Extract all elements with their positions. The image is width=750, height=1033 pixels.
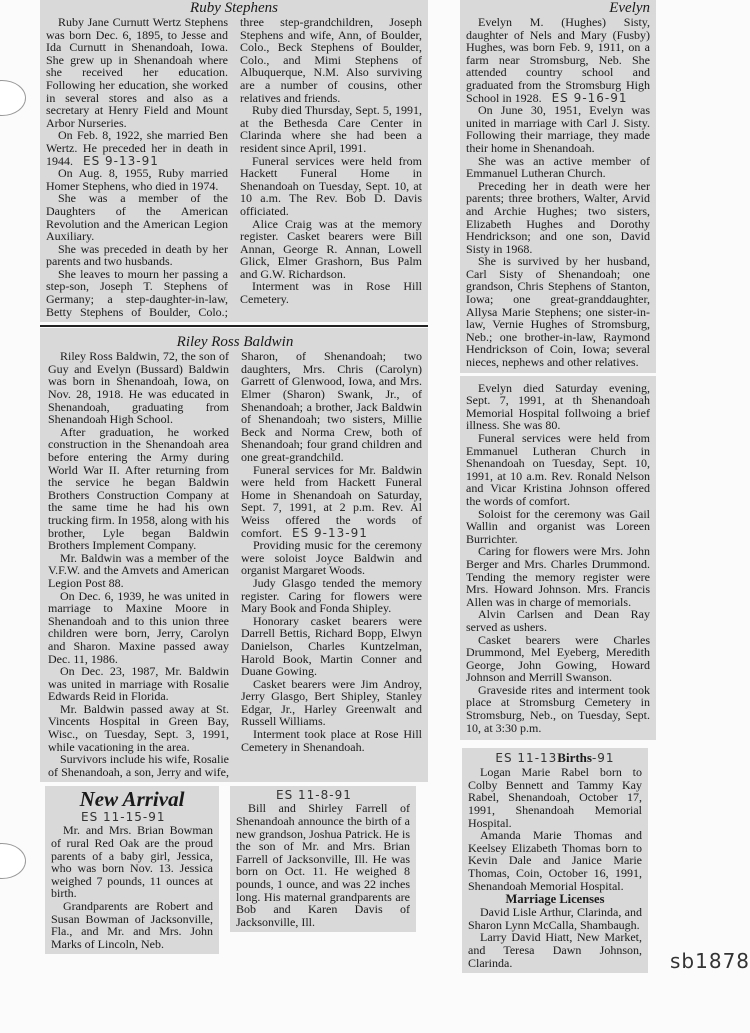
paragraph-text: She was a member of the Daughters of the American Revolution and the American Legion Auxiliary. xyxy=(46,191,228,244)
article-body xyxy=(48,350,422,778)
clipping-ruby-stephens xyxy=(40,0,428,322)
paragraph-text: Graveside rites and interment took place at Stromsburg Cemetery in Stromsburg, Neb., on Tuesday, Sept. 10, at 3:30 p.m. xyxy=(466,682,650,735)
paragraph xyxy=(46,243,228,268)
handwritten-date: ES 11-13 xyxy=(495,751,558,766)
paragraph xyxy=(241,615,422,678)
paragraph xyxy=(466,684,650,734)
paragraph-text: Alvin Carlsen and Dean Ray served as ushers. xyxy=(466,607,650,634)
paragraph xyxy=(240,155,422,218)
paragraph xyxy=(466,508,650,546)
paragraph xyxy=(241,464,422,540)
handwritten-date: ES 9-13-91 xyxy=(83,153,159,168)
handwritten-date: ES 11-8-91 xyxy=(276,788,352,803)
paragraph-text: She was preceded in death by her parents and two husbands. xyxy=(46,241,228,269)
paragraph xyxy=(466,432,650,508)
paragraph xyxy=(46,192,228,242)
paragraph-text: Honorary casket bearers were Darrell Bettis, Richard Bopp, Elwyn Danielson, Charles Kuntzelman, Harold Book, Martin Conner and Duane Gowing. xyxy=(241,613,422,679)
paragraph-text: She leaves to mourn her passing a step-son, Joseph T. Stephens of Germany; a step-daughter-in-law, Betty Stephens of Boulder, Colo.; three step-grandchildren, Joseph Stephens and wife, Ann, of Boulder, Colo., Beck Stephens of Boulder, Colo., and Mimi Stephens of Albuquerque, N.M. Also surviving are a number of cousins, other relatives and friends. xyxy=(46,15,422,319)
paragraph xyxy=(466,155,650,180)
catalog-number: sb1878 xyxy=(670,949,750,974)
article-body xyxy=(46,16,422,318)
births-heading xyxy=(468,750,642,766)
clipping-evelyn-part-2 xyxy=(460,376,656,741)
marriage-licenses-list xyxy=(468,906,642,969)
paragraph xyxy=(241,539,422,577)
paragraph-text: Interment was in Rose Hill Cemetery. xyxy=(240,279,422,307)
paragraph-text: Casket bearers were Charles Drummond, Mel Eyeberg, Meredith George, John Gowing, Howard Johnson and Merrill Swanson. xyxy=(466,632,650,685)
handwritten-date: ES 9-13-91 xyxy=(292,525,368,540)
paragraph xyxy=(468,906,642,931)
paragraph-text: David Lisle Arthur, Clarinda, and Sharon Lynn McCalla, Shambaugh. xyxy=(468,905,642,932)
paragraph-text: Caring for flowers were Mrs. John Berger and Mrs. Charles Drummond. Tending the memory register were Mrs. Howard Johnson. Mrs. Francis Allen was in charge of memorials. xyxy=(466,544,650,609)
right-clippings xyxy=(460,0,750,973)
paragraph-text: On Aug. 8, 1955, Ruby married Homer Stephens, who died in 1974. xyxy=(46,166,228,193)
paragraph xyxy=(241,728,422,753)
paragraph-text: On Dec. 23, 1987, Mr. Baldwin was united in marriage with Rosalie Edwards Reid in Florida. xyxy=(48,664,229,704)
paragraph-text: Ruby Jane Curnutt Wertz Stephens was born Dec. 6, 1895, to Jesse and Ida Curnutt in Shenandoah, Iowa. She grew up in Shenandoah where she received her education. Following her education, she worked in several stores and also as a secretary at Henry Field and Mount Arbor Nurseries. xyxy=(46,15,228,130)
paragraph-text: After graduation, he worked construction in the Shenandoah area before entering the Army during World War II. After returning from the service he began Baldwin Brothers Construction Company at the same time he had his own trucking firm. In 1958, along with his brother, Lyle began Baldwin Brothers Implement Company. xyxy=(48,424,229,553)
divider xyxy=(40,325,428,327)
paragraph-text: Ruby died Thursday, Sept. 5, 1991, at the Bethesda Care Center in Clarinda where she had been a resident since April, 1991. xyxy=(240,103,422,155)
paragraph-text: Preceding her in death were her parents; three brothers, Walter, Arvid and Archie Hughes; two sisters, Elizabeth Hughes and Dorothy Hendrickson; and one son, David Sisty in 1968. xyxy=(466,178,650,256)
paragraph-text: On Feb. 8, 1922, she married Ben Wertz. He preceded her in death in 1944. xyxy=(46,128,228,168)
paragraph xyxy=(46,167,228,192)
paragraph xyxy=(48,590,229,666)
paragraph-text: Mr. Baldwin passed away at St. Vincents Hospital in Green Bay, Wisc., on Tuesday, Sept. 3, 1991, while vacationing in the area. xyxy=(48,701,229,754)
paragraph-text: Mr. Baldwin was a member of the V.F.W. and the Amvets and American Legion Post 88. xyxy=(48,550,229,590)
paragraph xyxy=(240,104,422,154)
obituary-title: Ruby Stephens xyxy=(190,0,278,16)
article-body xyxy=(466,16,650,369)
paragraph xyxy=(51,900,213,950)
paragraph-text: Evelyn died Saturday evening, Sept. 7, 1991, at th Shenandoah Memorial Hospital follwoing a brief illness. She was 80. xyxy=(466,380,650,433)
paragraph xyxy=(241,678,422,728)
paragraph xyxy=(466,545,650,608)
paragraph-text: Grandparents are Robert and Susan Bowman of Jacksonville, Fla., and Mr. and Mrs. John Marks of Lincoln, Neb. xyxy=(51,899,213,951)
paragraph xyxy=(466,382,650,432)
paragraph-text: Alice Craig was at the memory register. Casket bearers were Bill Annan, George R. Annan, Lowell Glick, Elmer Grashorn, Bus Palm and G.W. Richardson. xyxy=(240,216,422,281)
paragraph-text: Riley Ross Baldwin, 72, the son of Guy and Evelyn (Bussard) Baldwin was born in Shenandoah, Iowa, on Nov. 28, 1918. He was educated in Shenandoah, graduating from Shenandoah High School. xyxy=(48,349,229,427)
punch-hole xyxy=(0,80,26,116)
paragraph-text: On June 30, 1951, Evelyn was united in marriage with Carl J. Sisty. Following their marriage, they made their home in Shenandoah. xyxy=(466,103,650,155)
paragraph-text: Funeral services were held from Hackett Funeral Home in Shenandoah on Tuesday, Sept. 10, at 10 a.m. The Rev. Bob D. Davis officiated. xyxy=(240,153,422,218)
paragraph xyxy=(468,766,642,829)
paragraph xyxy=(466,634,650,684)
handwritten-date: ES 9-16-91 xyxy=(551,90,628,105)
paragraph-text: Bill and Shirley Farrell of Shenandoah announce the birth of a new grandson, Joshua Patrick. He is the son of Mr. and Mrs. Brian Farrell of Jacksonville, Ill. He was born on Oct. 11. He weighed 8 pounds, 1 ounce, and was 22 inches long. His maternal grandparents are Bob and Karen Davis of Jacksonville, Ill. xyxy=(236,801,410,929)
birth-notices-row xyxy=(40,786,416,954)
paragraph-text: Amanda Marie Thomas and Keelsey Elizabeth Thomas born to Kevin Dale and Janice Marie Thomas, Coin, October 16, 1991, Shenandoah Memorial Hospital. xyxy=(468,828,642,893)
paragraph xyxy=(48,552,229,590)
handwritten-date: ES 11-15-91 xyxy=(81,810,166,825)
paragraph-text: Providing music for the ceremony were soloist Joyce Baldwin and organist Margaret Woods. xyxy=(241,538,422,578)
paragraph-text: Interment took place at Rose Hill Cemetery in Shenandoah. xyxy=(241,727,422,754)
paragraph xyxy=(468,829,642,892)
paragraph xyxy=(236,802,410,928)
paragraph-text: Casket bearers were Jim Androy, Jerry Glasgo, Bert Shipley, Stanley Edgar, Jr., Harley Greenwalt and Russell Williams. xyxy=(241,676,422,729)
punch-hole xyxy=(0,843,26,879)
paragraph xyxy=(466,16,650,104)
marriage-licenses-title: Marriage Licenses xyxy=(505,892,605,907)
paragraph-text: Logan Marie Rabel born to Colby Bennett and Tammy Kay Rabel, Shenandoah, October 17, 1991, Shenandoah Memorial Hospital. xyxy=(468,765,642,830)
paragraph-text: Funeral services for Mr. Baldwin were held from Hackett Funeral Home in Shenandoah on Saturday, Sept. 7, 1991, at 2 p.m. Rev. Al Weiss offered the words of comfort. xyxy=(241,462,422,540)
paragraph-text: She was an active member of Emmanuel Lutheran Church. xyxy=(466,153,650,181)
paragraph-text: Judy Glasgo tended the memory register. Caring for flowers were Mary Book and Fonda Shipley. xyxy=(241,575,422,616)
paragraph-text: Survivors include his wife, Rosalie of Shenandoah, a son, Jerry and wife, Sharon, of Shenandoah; two daughters, Mrs. Chris (Carolyn) Garrett of Glenwood, Iowa, and Mrs. Elmer (Sharon) Swank, Jr., of Shenandoah; a brother, Jack Baldwin of Shenandoah; two sisters, Millie Beck and Norma Crew, both of Shenandoah; four grand children and one great-grandchild. xyxy=(48,349,422,779)
clipping-farrell-birth xyxy=(230,786,416,932)
births-row xyxy=(460,748,750,973)
clipping-births xyxy=(462,748,648,973)
births-list xyxy=(468,766,642,892)
paragraph xyxy=(48,426,229,552)
paragraph-text: She is survived by her husband, Carl Sisty of Shenandoah; one grandson, Chris Stephens of Stanton, Iowa; one great-granddaughter, Allysa Marie Stephens; one sister-in-law, Vernie Hughes of Stromsburg, Neb.; one brother-in-law, Raymond Hendrickson of Coin, Iowa; several nieces, nephews and other relatives. xyxy=(466,254,650,370)
article-body xyxy=(236,802,410,928)
paragraph xyxy=(466,104,650,154)
paragraph-text: Funeral services were held from Emmanuel Lutheran Church in Shenandoah on Tuesday, Sept. 10, 1991, at 10 a.m. Rev. Ronald Nelson and Vicar Kristina Johnson offered the words of comfort. xyxy=(466,431,650,508)
article-body xyxy=(51,824,213,950)
paragraph-text: Evelyn M. (Hughes) Sisty, daughter of Nels and Mary (Fusby) Hughes, was born Feb. 9, 1911, on a farm near Stromsburg, Neb. She attended country school and graduated from the Stromsburg High School in 1928. xyxy=(466,15,650,105)
clipping-evelyn-part-1 xyxy=(460,0,656,373)
paragraph xyxy=(240,280,422,305)
obituary-title: Evelyn xyxy=(609,0,650,16)
paragraph xyxy=(466,180,650,256)
clipping-riley-ross-baldwin xyxy=(40,328,428,782)
paragraph-text: Mr. and Mrs. Brian Bowman of rural Red Oak are the proud parents of a baby girl, Jessica, who was born Nov. 13. Jessica weighed 7 pounds, 11 ounces at birth. xyxy=(51,823,213,901)
births-title: Births xyxy=(557,750,592,766)
paragraph-text: On Dec. 6, 1939, he was united in marriage to Maxine Moore in Shenandoah and to this union three children were born, Jerry, Carolyn and Sharon. Maxine passed away Dec. 11, 1986. xyxy=(48,588,229,666)
paragraph-text: Soloist for the ceremony was Gail Wallin and organist was Loreen Burrichter. xyxy=(466,506,650,546)
clipping-new-arrival xyxy=(45,786,219,954)
article-body xyxy=(466,382,650,735)
paragraph xyxy=(466,608,650,633)
paragraph xyxy=(240,218,422,281)
paragraph xyxy=(51,824,213,900)
paragraph xyxy=(48,350,229,426)
paragraph xyxy=(48,665,229,703)
new-arrival-title: New Arrival xyxy=(79,787,185,812)
paragraph xyxy=(468,931,642,969)
obituary-title: Riley Ross Baldwin xyxy=(176,334,294,351)
paragraph xyxy=(46,129,228,167)
paragraph-text: Larry David Hiatt, New Market, and Teresa Dawn Johnson, Clarinda. xyxy=(468,930,642,970)
paragraph xyxy=(48,703,229,753)
handwritten-date: -91 xyxy=(591,751,615,766)
paragraph xyxy=(241,577,422,615)
paragraph xyxy=(466,255,650,368)
paragraph xyxy=(46,16,228,129)
left-clippings xyxy=(40,0,428,954)
